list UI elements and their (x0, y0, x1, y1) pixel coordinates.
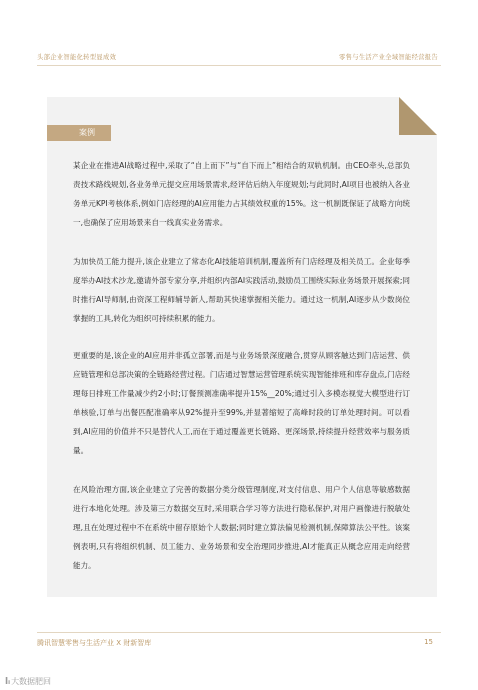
footer-publisher: 腾讯智慧零售与生活产业 X 财新智库 (37, 639, 152, 647)
watermark-logo-icon: lᵢ (5, 677, 11, 687)
case-label: 案例 (47, 125, 111, 141)
footer-divider (37, 632, 441, 633)
case-paragraph-2: 为加快员工能力提升,该企业建立了常态化AI技能培训机制,覆盖所有门店经理及相关员工。企业每季度举办AI技术沙龙,邀请外部专家分享,并组织内部AI实践活动,鼓励员工围绕实际业务场景开展探索;同时推行AI导师制,由资深工程师辅导新人,帮助其快速掌握相关能力。通过这一机制,AI逐步从少数岗位掌握的工具,转化为组织可持续积累的能力。 (73, 257, 410, 323)
header-left-title: 头部企业智能化转型显成效 (37, 54, 117, 61)
watermark-text: 大数据肥回 (11, 677, 52, 686)
watermark (5, 676, 51, 687)
case-paragraph-3: 更重要的是,该企业的AI应用并非孤立部署,而是与业务场景深度融合,贯穿从顾客触达到门店运营、供应链管理和总部决策的全链路经营过程。门店通过智慧运营管理系统实现智能排班和库存盘点,门店经理每日排班工作量减少约2小时;订餐预测准确率提升15%__20%;通过引入多模态视觉大模型进行订单核验,订单与出餐匹配准确率从92%提升至99%,并显著缩短了高峰时段的订单处理时间。可以看到,AI应用的价值并不只是替代人工,而在于通过覆盖更长链路、更深场景,持续提升经营效率与服务质量。 (73, 351, 410, 455)
page-fold-shade (399, 97, 437, 135)
case-paragraph-4: 在风险治理方面,该企业建立了完善的数据分类分级管理制度,对支付信息、用户个人信息等敏感数据进行本地化处理。涉及第三方数据交互时,采用联合学习等方法进行隐私保护,对用户画像进行脱敏处理,且在处理过程中不在系统中留存原始个人数据;同时建立算法偏见检测机制,保障算法公平性。该案例表明,只有将组织机制、员工能力、业务场景和安全治理同步推进,AI才能真正从概念应用走向经营能力。 (73, 485, 410, 570)
page-number: 15 (424, 638, 433, 646)
header-divider (37, 65, 441, 66)
header-right-title: 零售与生活产业全域智能经营报告 (339, 54, 438, 61)
case-paragraph-1: 某企业在推进AI战略过程中,采取了“自上而下”与“自下而上”相结合的双轨机制。由CEO牵头,总部负责技术路线规划,各业务单元提交应用场景需求,经评估后纳入年度规划;与此同时,AI项目也被纳入各业务单元KPI考核体系,例如门店经理的AI应用能力占其绩效权重的15%。这一机制既保证了战略方向统一,也确保了应用场景来自一线真实业务需求。 (73, 161, 410, 227)
